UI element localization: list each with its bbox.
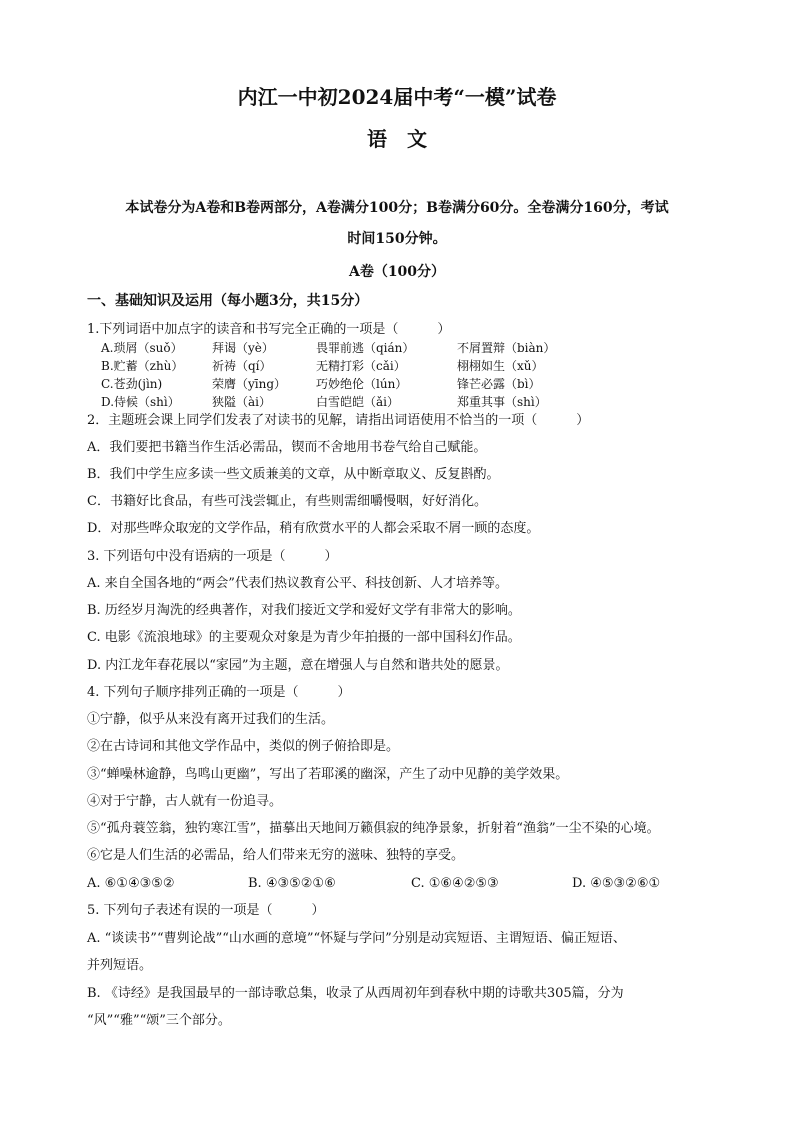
q1-b-2: 祈祷（qí） <box>212 359 272 373</box>
q4-option-a: A. ⑥①④③⑤② <box>87 876 175 891</box>
q1-c-2: 荣膺（yīng） <box>212 377 287 391</box>
q1-a-4: 不屑置辩（biàn） <box>457 341 556 355</box>
q5-option-b-line1: B. 《诗经》是我国最早的一部诗歌总集，收录了从西周初年到春秋中期的诗歌共305篇，分为 <box>87 986 624 1001</box>
q3-option-a: A. 来自全国各地的“两会”代表们热议教育公平、科技创新、人才培养等。 <box>87 576 508 591</box>
q1-d-4: 郑重其事（shì） <box>457 395 547 409</box>
q1-c-1: C.苍劲(jìn) <box>101 377 163 391</box>
q4-sentence-6: ⑥它是人们生活的必需品，给人们带来无穷的滋味、独特的享受。 <box>87 848 465 863</box>
q2-option-c: C．书籍好比食品，有些可浅尝辄止，有些则需细嚼慢咽，好好消化。 <box>87 494 487 509</box>
section-1-heading: 一、基础知识及运用（每小题3分，共15分） <box>87 293 369 309</box>
q1-b-1: B.贮蓄（zhù） <box>101 359 184 373</box>
q3-option-b: B. 历经岁月淘洗的经典著作，对我们接近文学和爱好文学有非常大的影响。 <box>87 603 521 618</box>
q4-option-b: B. ④③⑤②①⑥ <box>248 876 336 891</box>
q4-sentence-2: ②在古诗词和其他文学作品中，类似的例子俯拾即是。 <box>87 739 400 754</box>
exam-title: 内江一中初2024届中考“一模”试卷 <box>237 85 557 109</box>
q1-d-2: 狭隘（ài） <box>212 395 271 409</box>
q1-b-3: 无精打彩（cǎi） <box>316 359 406 373</box>
q2-option-d: D．对那些哗众取宠的文学作品，稍有欣赏水平的人都会采取不屑一顾的态度。 <box>87 521 540 536</box>
subject-title: 语 文 <box>367 127 427 151</box>
q4-sentence-3: ③“蝉噪林逾静，鸟鸣山更幽”，写出了若耶溪的幽深，产生了动中见静的美学效果。 <box>87 767 569 782</box>
q1-a-2: 拜谒（yè） <box>212 341 274 355</box>
q3-option-d: D. 内江龙年春花展以“家园”为主题，意在增强人与自然和谐共处的愿景。 <box>87 658 509 673</box>
q3-option-c: C. 电影《流浪地球》的主要观众对象是为青少年拍摄的一部中国科幻作品。 <box>87 630 521 645</box>
q1-c-3: 巧妙绝伦（lún） <box>316 377 408 391</box>
q4-sentence-4: ④对于宁静，古人就有一份追寻。 <box>87 794 283 809</box>
q5-option-a-line1: A. “谈读书”“曹刿论战”“山水画的意境”“怀疑与学问”分别是动宾短语、主谓短语、偏正短语、 <box>87 931 626 946</box>
q5-option-b-line2: “风”“雅”“颂”三个部分。 <box>87 1013 231 1028</box>
q2-option-b: B．我们中学生应多读一些文质兼美的文章，从中断章取义、反复斟酌。 <box>87 467 500 482</box>
q1-stem: 1.下列词语中加点字的读音和书写完全正确的一项是（ ） <box>87 322 451 337</box>
intro-line-2: 时间150分钟。 <box>347 231 447 247</box>
q1-a-3: 畏罪前逃（qián） <box>316 341 415 355</box>
q4-option-c: C. ①⑥④②⑤③ <box>411 876 499 891</box>
q1-d-1: D.侍候（shì） <box>101 395 180 409</box>
q1-a-1: A.琐屑（suǒ） <box>101 341 183 355</box>
q4-sentence-1: ①宁静，似乎从来没有离开过我们的生活。 <box>87 712 335 727</box>
q2-stem: 2．主题班会课上同学们发表了对读书的见解，请指出词语使用不恰当的一项（ ） <box>87 413 590 428</box>
q5-option-a-line2: 并列短语。 <box>87 958 153 973</box>
intro-line-1: 本试卷分为A卷和B卷两部分，A卷满分100分；B卷满分60分。全卷满分160分，考试 <box>125 200 669 216</box>
q1-d-3: 白雪皑皑（ǎi） <box>316 395 399 409</box>
q4-option-d: D. ④⑤③②⑥① <box>572 876 661 891</box>
q5-stem: 5. 下列句子表述有误的一项是（ ） <box>87 903 325 918</box>
q4-stem: 4. 下列句子顺序排列正确的一项是（ ） <box>87 685 351 700</box>
q1-c-4: 锋芒必露（bì） <box>457 377 541 391</box>
q4-sentence-5: ⑤“孤舟蓑笠翁，独钓寒江雪”，描摹出天地间万籁俱寂的纯净景象，折射着“渔翁”一尘不染的心境。 <box>87 821 660 836</box>
q2-option-a: A．我们要把书籍当作生活必需品，锲而不舍地用书卷气给自己赋能。 <box>87 440 487 455</box>
q3-stem: 3. 下列语句中没有语病的一项是（ ） <box>87 549 338 564</box>
paper-a-heading: A卷（100分） <box>348 264 446 280</box>
q1-b-4: 栩栩如生（xǔ） <box>457 359 544 373</box>
